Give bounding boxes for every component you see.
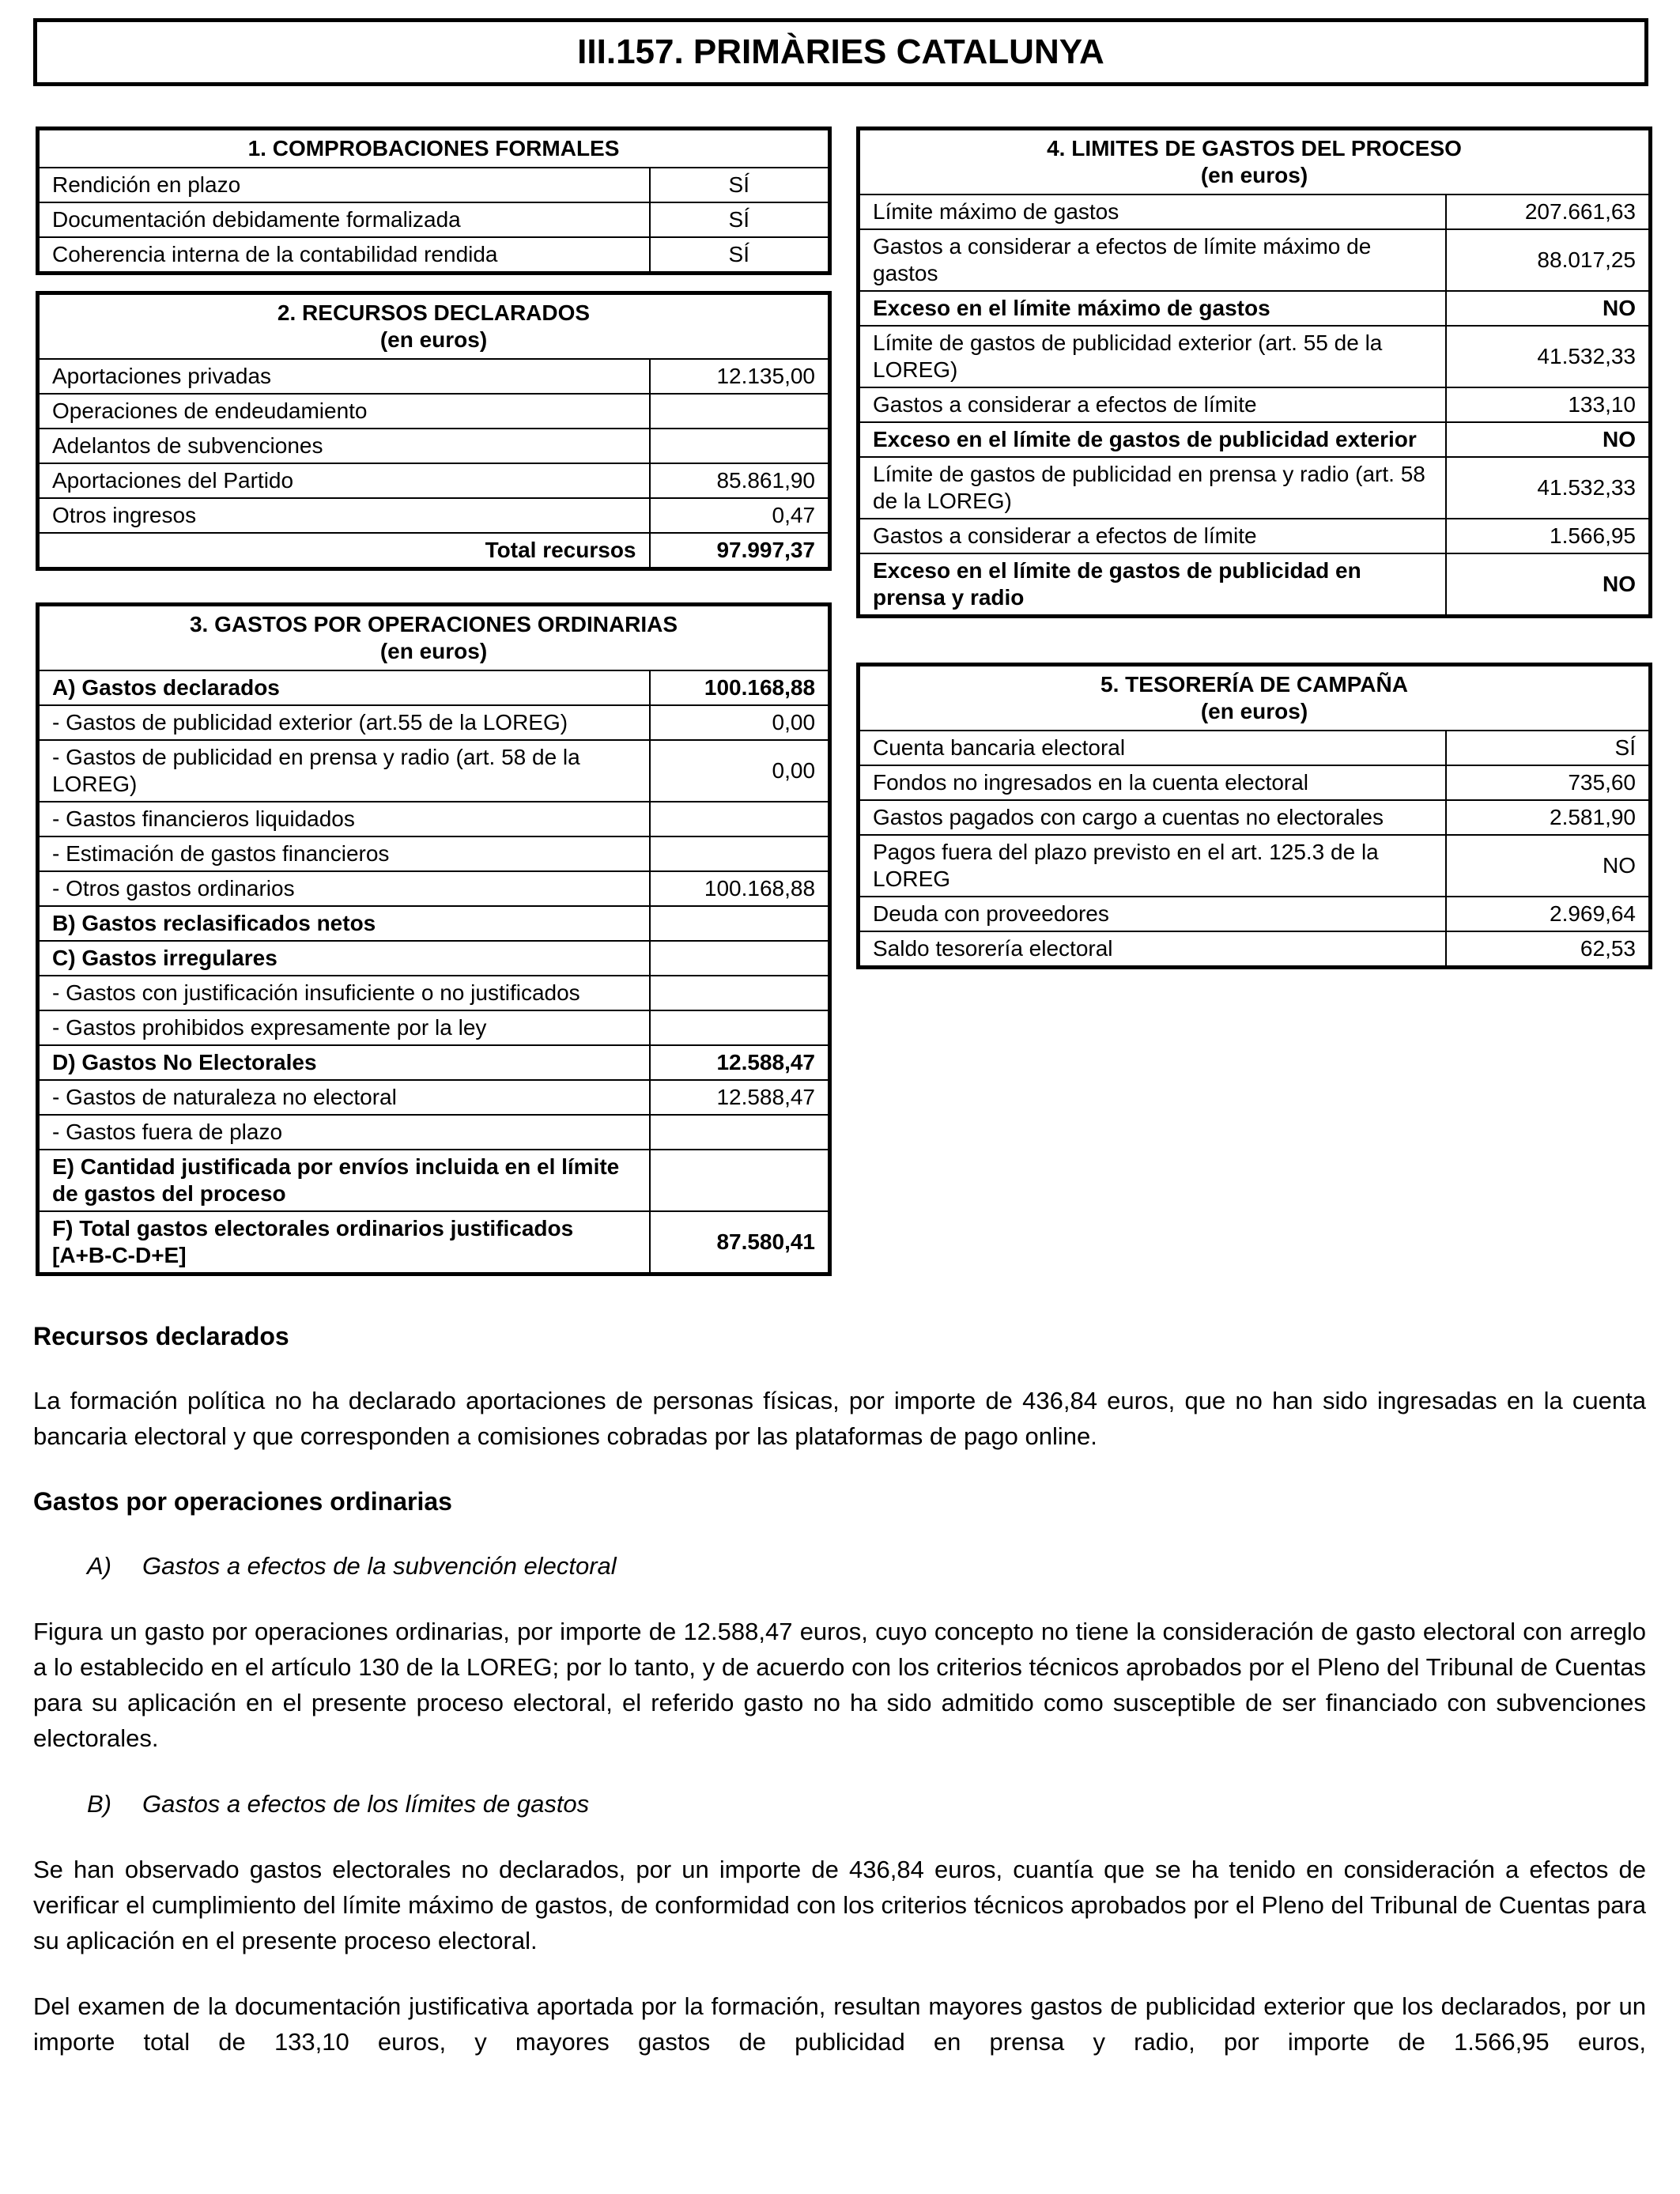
- table-row: - Gastos de publicidad en prensa y radio (art. 58 de la LOREG) 0,00: [38, 740, 830, 802]
- paragraph: Se han observado gastos electorales no declarados, por un importe de 436,84 euros, cuantía que se ha tenido en consideración a efectos de verificar el cumplimiento del límite máximo de gastos, de conformidad con los criterios técnicos aprobados por el Pleno del Tribunal de Cuentas para su aplicación en el presente proceso electoral.: [33, 1856, 1646, 1954]
- table-row: - Gastos financieros liquidados: [38, 802, 830, 836]
- table-row: Rendición en plazo SÍ: [38, 168, 830, 202]
- table-row: Aportaciones privadas 12.135,00: [38, 359, 830, 394]
- table-row: - Gastos prohibidos expresamente por la ley: [38, 1010, 830, 1045]
- table-row: Pagos fuera del plazo previsto en el art. 125.3 de la LOREG NO: [859, 835, 1651, 897]
- subheading: A) Gastos a efectos de la subvención electoral: [87, 1552, 617, 1580]
- report-body: [33, 1319, 1646, 2090]
- paragraph: Figura un gasto por operaciones ordinarias, por importe de 12.588,47 euros, cuyo concepto no tiene la consideración de gasto electoral con arreglo a lo establecido en el artículo 130 de la LOREG; por lo tanto, y de acuerdo con los criterios técnicos aprobados por el Pleno del Tribunal de Cuentas para su aplicación en el presente proceso electoral, el referido gasto no ha sido admitido como susceptible de ser financiado con subvenciones electorales.: [33, 1618, 1646, 1752]
- table-row: E) Cantidad justificada por envíos incluida en el límite de gastos del proceso: [38, 1150, 830, 1211]
- table-row: - Gastos de naturaleza no electoral 12.588,47: [38, 1080, 830, 1115]
- page-title: III.157. PRIMÀRIES CATALUNYA: [577, 32, 1104, 71]
- table-row: Límite de gastos de publicidad exterior (art. 55 de la LOREG) 41.532,33: [859, 326, 1651, 387]
- table-expense-limits: [856, 127, 1652, 618]
- table-declared-resources: [36, 291, 832, 571]
- table-row: A) Gastos declarados 100.168,88: [38, 670, 830, 705]
- table-row: - Gastos con justificación insuficiente o no justificados: [38, 976, 830, 1010]
- table-ordinary-expenses: [36, 602, 832, 1276]
- table-row: Otros ingresos 0,47: [38, 498, 830, 533]
- table-row: Saldo tesorería electoral 62,53: [859, 931, 1651, 968]
- table-row: - Otros gastos ordinarios 100.168,88: [38, 871, 830, 906]
- table-row: Exceso en el límite máximo de gastos NO: [859, 291, 1651, 326]
- table-row: Exceso en el límite de gastos de publicidad en prensa y radio NO: [859, 553, 1651, 617]
- section-heading: Recursos declarados: [33, 1322, 289, 1350]
- table-row: C) Gastos irregulares: [38, 941, 830, 976]
- table-row: Deuda con proveedores 2.969,64: [859, 897, 1651, 931]
- table-row: Gastos pagados con cargo a cuentas no electorales 2.581,90: [859, 800, 1651, 835]
- table-row: Límite de gastos de publicidad en prensa y radio (art. 58 de la LOREG) 41.532,33: [859, 457, 1651, 519]
- table-row: Gastos a considerar a efectos de límite 133,10: [859, 387, 1651, 422]
- table-header: 4. LIMITES DE GASTOS DEL PROCESO (en euros): [859, 129, 1651, 195]
- table-campaign-treasury: [856, 663, 1652, 969]
- table-total-row: Total recursos 97.997,37: [38, 533, 830, 569]
- paragraph: La formación política no ha declarado aportaciones de personas físicas, por importe de 436,84 euros, que no han sido ingresadas en la cuenta bancaria electoral y que corresponden a comisiones cobradas por las plataformas de pago online.: [33, 1387, 1646, 1450]
- table-row: Adelantos de subvenciones: [38, 429, 830, 463]
- table-row: Límite máximo de gastos 207.661,63: [859, 194, 1651, 229]
- table-row: Cuenta bancaria electoral SÍ: [859, 731, 1651, 765]
- table-row: Exceso en el límite de gastos de publicidad exterior NO: [859, 422, 1651, 457]
- table-row: D) Gastos No Electorales 12.588,47: [38, 1045, 830, 1080]
- page-title-box: [33, 18, 1648, 86]
- table-row: Documentación debidamente formalizada SÍ: [38, 202, 830, 237]
- table-row: Gastos a considerar a efectos de límite máximo de gastos 88.017,25: [859, 229, 1651, 291]
- table-header: 2. RECURSOS DECLARADOS (en euros): [38, 293, 830, 360]
- table-row: Gastos a considerar a efectos de límite 1.566,95: [859, 519, 1651, 553]
- table-row: - Gastos de publicidad exterior (art.55 de la LOREG) 0,00: [38, 705, 830, 740]
- table-header: 1. COMPROBACIONES FORMALES: [38, 129, 830, 168]
- table-row: Fondos no ingresados en la cuenta electoral 735,60: [859, 765, 1651, 800]
- table-row: Coherencia interna de la contabilidad rendida SÍ: [38, 237, 830, 274]
- section-heading: Gastos por operaciones ordinarias: [33, 1487, 452, 1516]
- table-row: Operaciones de endeudamiento: [38, 394, 830, 429]
- table-row: F) Total gastos electorales ordinarios justificados [A+B-C-D+E] 87.580,41: [38, 1211, 830, 1274]
- table-formal-checks: [36, 127, 832, 275]
- table-row: Aportaciones del Partido 85.861,90: [38, 463, 830, 498]
- table-row: B) Gastos reclasificados netos: [38, 906, 830, 941]
- subheading: B) Gastos a efectos de los límites de gastos: [87, 1790, 590, 1818]
- table-header: 5. TESORERÍA DE CAMPAÑA (en euros): [859, 665, 1651, 731]
- table-row: - Estimación de gastos financieros: [38, 836, 830, 871]
- table-header: 3. GASTOS POR OPERACIONES ORDINARIAS (en euros): [38, 605, 830, 671]
- table-row: - Gastos fuera de plazo: [38, 1115, 830, 1150]
- paragraph: Del examen de la documentación justificativa aportada por la formación, resultan mayores gastos de publicidad exterior que los declarados, por un importe total de 133,10 euros, y mayores gastos de publicidad en prensa y radio, por importe de 1.566,95 euros,: [33, 1992, 1646, 2056]
